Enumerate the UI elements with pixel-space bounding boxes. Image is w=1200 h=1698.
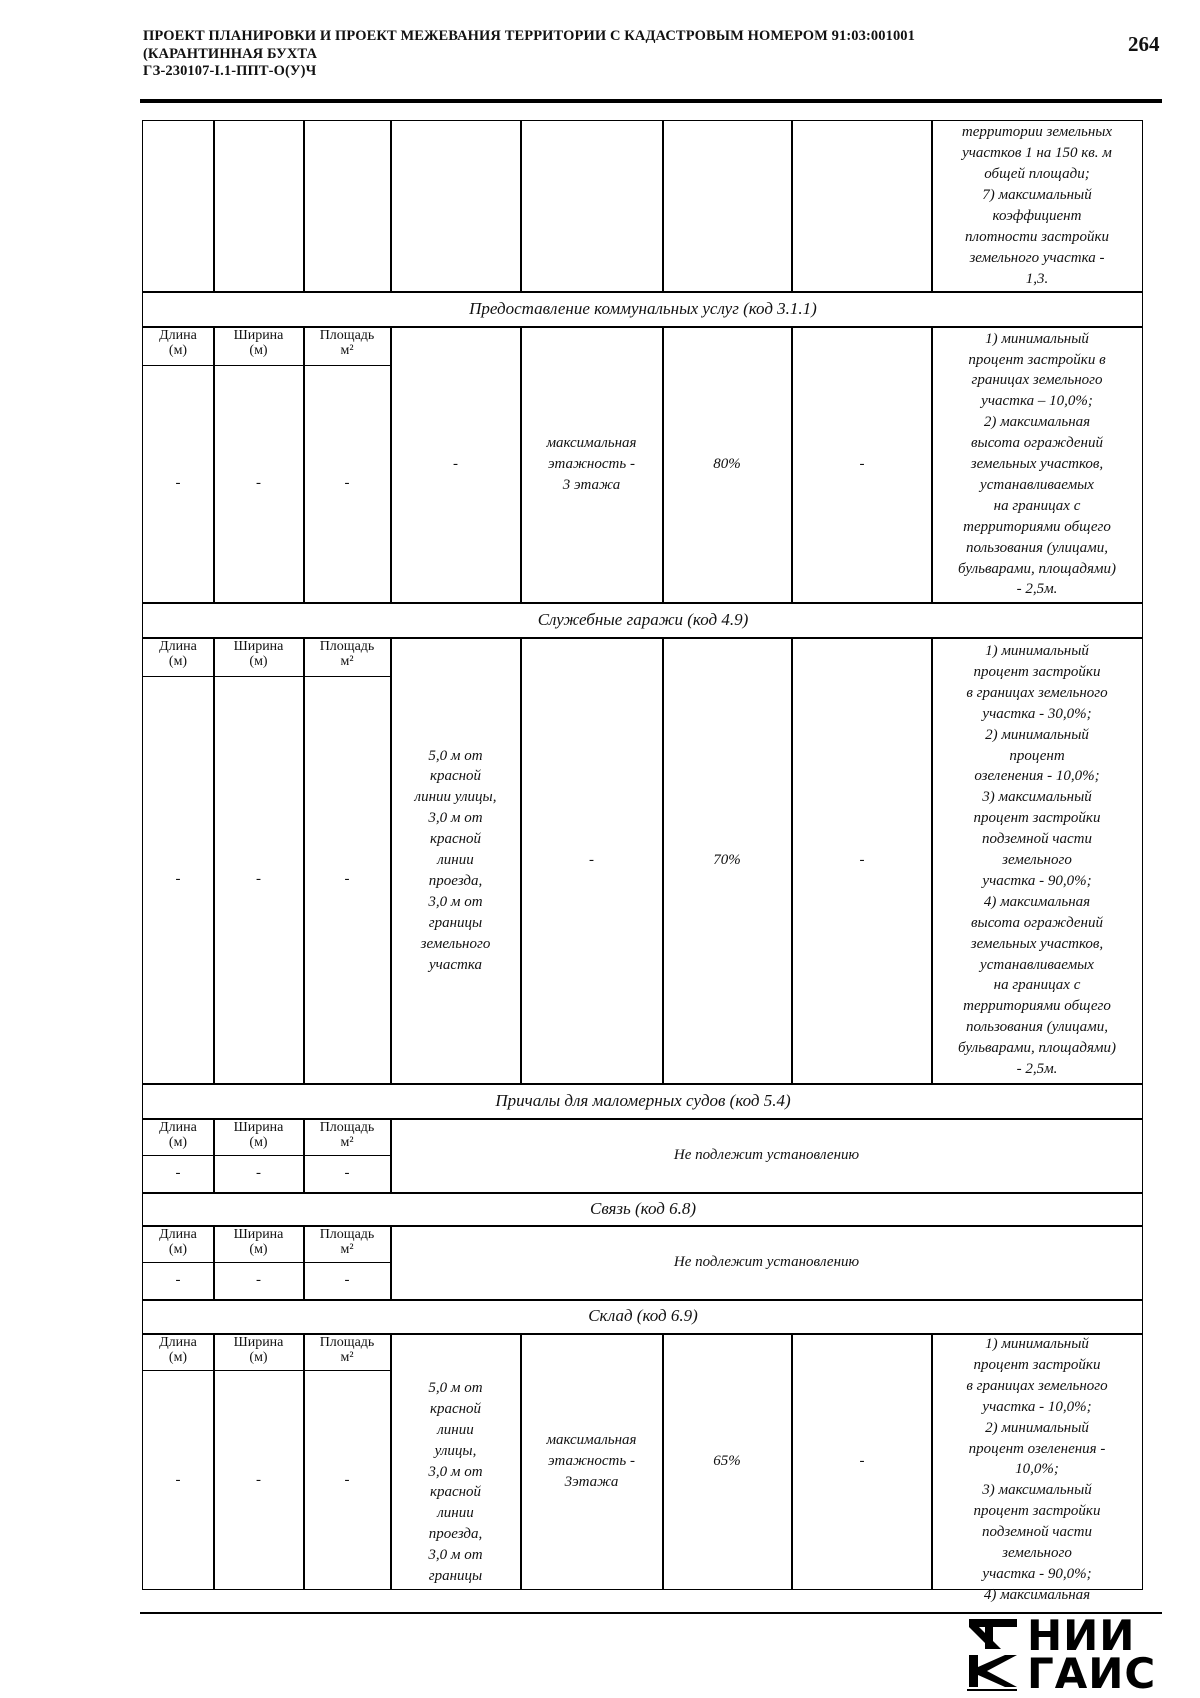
utilities-col7: - [859, 456, 865, 472]
text-line: пользования (улицами, [965, 1019, 1109, 1036]
utilities-area-value: - [344, 475, 350, 491]
berths-area-header: Площадь м² [319, 1120, 375, 1150]
text-line: максимальная [546, 435, 637, 452]
continuation-params [932, 122, 1142, 290]
text-line: процент озеленения - [968, 1440, 1106, 1457]
warehouse-length-value: - [175, 1471, 181, 1488]
utilities-floors [521, 327, 662, 602]
logo-text-1: НИИ [1027, 1611, 1136, 1660]
text-line: красной [429, 768, 482, 785]
header-rule [140, 99, 1162, 103]
text-line: линии [437, 1421, 474, 1438]
communication-area-header: Площадь м² [319, 1227, 375, 1257]
text-line: процент застройки в [968, 351, 1106, 368]
section-title-berths: Причалы для маломерных судов (код 5.4) [495, 1090, 791, 1110]
page-number: 264 [1128, 32, 1160, 56]
garages-width-header: Ширина (м) [233, 639, 284, 669]
text-line: этажность - [548, 1453, 635, 1470]
text-line: устанавливаемых [980, 956, 1094, 973]
table-vline [791, 120, 793, 291]
text-line: линии [437, 852, 474, 869]
text-line: 3,0 м от [428, 893, 483, 910]
text-line: участков 1 на 150 кв. м [962, 145, 1112, 162]
warehouse-area-value: - [344, 1471, 350, 1488]
warehouse-params [932, 1334, 1142, 1603]
table-vline [303, 120, 305, 291]
text-line: 1) минимальный [985, 1336, 1089, 1352]
text-line: процент застройки [973, 1356, 1101, 1373]
utilities-area-header: Площадь м² [319, 328, 375, 358]
warehouse-length-header: Длина (м) [159, 1335, 197, 1365]
communication-width-value: - [256, 1272, 261, 1288]
text-line: 1,3. [1025, 270, 1049, 287]
text-line: на границах с [993, 977, 1081, 994]
text-line: на границах с [993, 497, 1081, 514]
text-line: этажность - [548, 456, 635, 473]
text-line: красной [429, 831, 482, 848]
table-vline [390, 120, 392, 291]
text-line: 2) минимальный [985, 726, 1089, 743]
communication-note: Не подлежит установлению [673, 1254, 860, 1271]
berths-note: Не подлежит установлению [673, 1147, 860, 1164]
communication-length-header: Длина (м) [159, 1227, 197, 1257]
text-line: красной [429, 1400, 482, 1417]
text-line: бульварами, площадями) [958, 1040, 1116, 1057]
garages-width-value: - [256, 871, 261, 887]
table-vline [520, 120, 522, 291]
text-line: улицы, [434, 1442, 477, 1459]
text-line: линии улицы, [414, 789, 497, 806]
text-line: подземной части [982, 831, 1092, 848]
text-line: максимальная [546, 1432, 637, 1449]
communication-length-value: - [175, 1272, 181, 1288]
text-line: 5,0 м от [428, 1379, 483, 1396]
text-line: процент застройки [973, 810, 1101, 827]
utilities-params [932, 327, 1142, 602]
text-line: процент застройки [973, 663, 1101, 680]
text-line: проезда, [428, 872, 483, 889]
text-line: 3этажа [564, 1473, 619, 1490]
text-line: - 2,5м. [1016, 581, 1058, 598]
text-line: 3) максимальный [982, 1482, 1092, 1499]
text-line: высота ограждений [971, 435, 1103, 452]
berths-length-value: - [175, 1165, 181, 1181]
text-line: 10,0%; [1015, 1461, 1059, 1478]
section-title-communication: Связь (код 6.8) [589, 1198, 697, 1218]
text-line: 3,0 м от [428, 1547, 483, 1564]
text-line: границы [428, 914, 483, 931]
utilities-percent: 80% [713, 456, 741, 473]
text-line: 3 этажа [562, 476, 621, 493]
header-line-2: (КАРАНТИННАЯ БУХТА [143, 45, 318, 62]
text-line: участка - 10,0%; [982, 1398, 1092, 1415]
text-line: в границах земельного [966, 1377, 1108, 1394]
utilities-length-value: - [175, 475, 181, 491]
text-line: линии [437, 1505, 474, 1522]
text-line: территориями общего [963, 518, 1111, 535]
garages-area-value: - [344, 871, 350, 887]
berths-width-value: - [256, 1165, 261, 1181]
text-line: устанавливаемых [980, 476, 1094, 493]
text-line: в границах земельного [966, 684, 1108, 701]
text-line: земельного [420, 935, 491, 952]
table-vline [213, 120, 215, 291]
text-line: 3,0 м от [428, 810, 483, 827]
logo-mark-icon [965, 1613, 1021, 1691]
text-line: 4) максимальная [983, 1586, 1091, 1603]
garages-percent: 70% [713, 852, 741, 869]
warehouse-col7: - [859, 1453, 865, 1469]
text-line: пользования (улицами, [965, 539, 1109, 556]
section-title-utilities: Предоставление коммунальных услуг (код 3.1.1) [469, 298, 817, 318]
berths-length-header: Длина (м) [159, 1120, 197, 1150]
text-line: 7) максимальный [982, 187, 1092, 204]
text-line: участка - 30,0%; [982, 705, 1092, 722]
logo-text-2: ГАИС [1027, 1649, 1157, 1698]
text-line: земельных участков, [970, 935, 1104, 952]
utilities-length-header: Длина (м) [159, 328, 197, 358]
text-line: земельного [1002, 1545, 1072, 1562]
text-line: территории земельных [961, 124, 1113, 141]
document-header [143, 28, 1073, 81]
garages-col7: - [859, 852, 865, 868]
text-line: - 2,5м. [1016, 1061, 1058, 1078]
communication-area-value: - [344, 1272, 350, 1288]
garages-floors: - [589, 852, 594, 868]
text-line: 3,0 м от [428, 1463, 483, 1480]
text-line: 2) минимальный [985, 1419, 1089, 1436]
text-line: 4) максимальная [983, 893, 1091, 910]
warehouse-width-value: - [256, 1471, 261, 1488]
text-line: проезда, [428, 1526, 483, 1543]
text-line: коэффициент [992, 208, 1082, 224]
text-line: подземной части [982, 1524, 1092, 1541]
warehouse-floors [521, 1334, 662, 1589]
text-line: земельных участков, [970, 456, 1104, 473]
company-logo [965, 1611, 1157, 1698]
table-vline [662, 120, 664, 291]
header-line-3: ГЗ-230107-I.1-ППТ-О(У)Ч [143, 63, 317, 79]
communication-width-header: Ширина (м) [233, 1227, 284, 1257]
text-line: плотности застройки [964, 228, 1110, 245]
section-title-warehouse: Склад (код 6.9) [588, 1306, 698, 1325]
berths-width-header: Ширина (м) [233, 1120, 284, 1150]
text-line: общей площади; [984, 166, 1090, 183]
text-line: 2) максимальная [983, 414, 1091, 431]
utilities-width-header: Ширина (м) [233, 328, 284, 358]
text-line: 3) максимальный [982, 789, 1092, 806]
text-line: 1) минимальный [985, 642, 1089, 659]
warehouse-setback [391, 1334, 520, 1589]
section-title-garages: Служебные гаражи (код 4.9) [537, 609, 749, 629]
berths-area-value: - [344, 1165, 350, 1181]
text-line: красной [429, 1484, 482, 1501]
garages-setback [391, 638, 520, 1083]
text-line: 1) минимальный [985, 330, 1089, 347]
garages-length-value: - [175, 871, 181, 887]
warehouse-area-header: Площадь м² [319, 1335, 375, 1365]
warehouse-percent: 65% [713, 1453, 741, 1470]
text-line: участка – 10,0%; [981, 393, 1093, 410]
text-line: участка - 90,0%; [982, 872, 1092, 889]
text-line: территориями общего [963, 998, 1111, 1015]
garages-length-header: Длина (м) [159, 639, 197, 669]
utilities-setback: - [453, 456, 458, 472]
text-line: 5,0 м от [428, 747, 483, 764]
warehouse-width-header: Ширина (м) [233, 1335, 284, 1365]
text-line: высота ограждений [971, 914, 1103, 931]
garages-params [932, 638, 1142, 1083]
text-line: земельного участка - [969, 249, 1105, 266]
text-line: процент [1009, 747, 1065, 764]
text-line: земельного [1002, 852, 1072, 869]
text-line: границы [428, 1568, 483, 1585]
text-line: границах земельного [971, 372, 1103, 389]
text-line: участка [429, 956, 482, 973]
text-line: процент застройки [973, 1503, 1101, 1520]
text-line: бульварами, площадями) [958, 560, 1116, 577]
utilities-width-value: - [256, 475, 261, 491]
text-line: озеленения - 10,0%; [974, 768, 1100, 785]
header-line-1: ПРОЕКТ ПЛАНИРОВКИ И ПРОЕКТ МЕЖЕВАНИЯ ТЕРРИТОРИИ С КАДАСТРОВЫМ НОМЕРОМ 91:03:001001 [143, 28, 916, 44]
text-line: участка - 90,0%; [982, 1565, 1092, 1582]
garages-area-header: Площадь м² [319, 639, 375, 669]
